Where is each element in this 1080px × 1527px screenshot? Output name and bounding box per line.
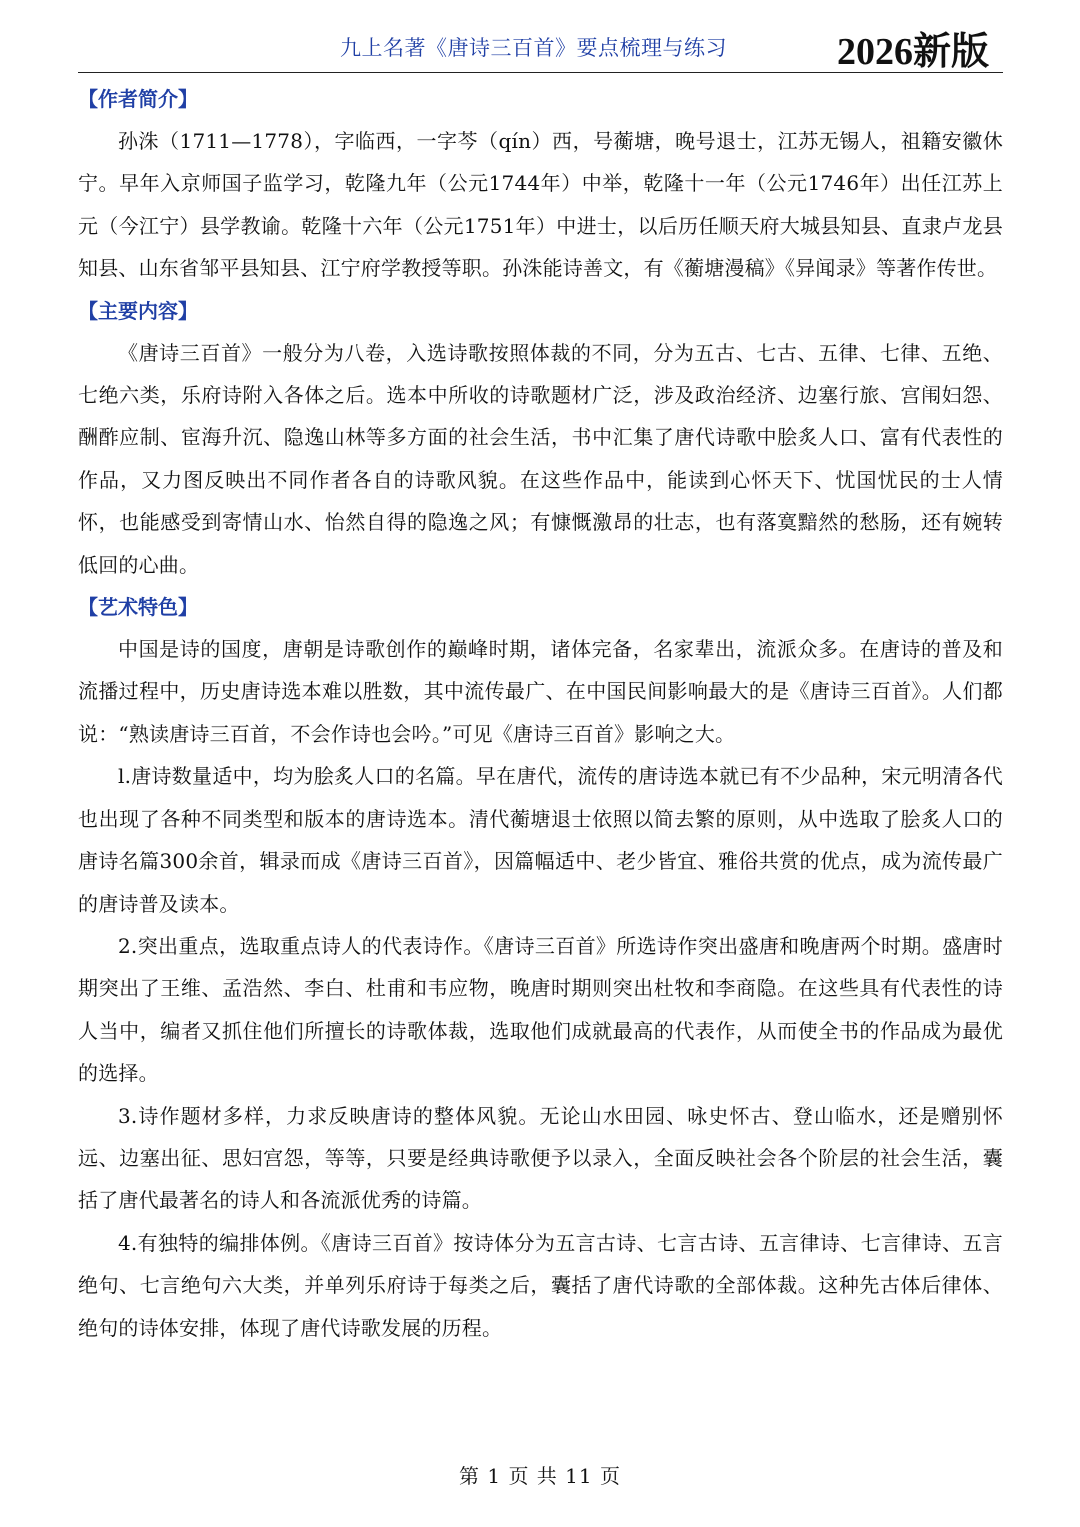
page-number: 第 1 页 共 11 页 [459, 1464, 621, 1488]
section-heading: 【主要内容】 [78, 298, 198, 323]
paragraph: 《唐诗三百首》一般分为八卷，入选诗歌按照体裁的不同，分为五古、七古、五律、七律、五绝、七绝六类，乐府诗附入各体之后。选本中所收的诗歌题材广泛，涉及政治经济、边塞行旅、宫闱妇怨、酬酢应制、宦海升沉、隐逸山林等多方面的社会生活，书中汇集了唐代诗歌中脍炙人口、富有代表性的作品，又力图反映出不同作者各自的诗歌风貌。在这些作品中，能读到心怀天下、忧国忧民的士人情怀，也能感受到寄情山水、怡然自得的隐逸之风；有慷慨激昂的壮志，也有落寞黯然的愁肠，还有婉转低回的心曲。 [78, 340, 1003, 577]
page-header [78, 18, 1003, 73]
section-heading: 【作者简介】 [78, 87, 198, 111]
paragraph: 3.诗作题材多样，力求反映唐诗的整体风貌。无论山水田园、咏史怀古、登山临水，还是赠别怀远、边塞出征、思妇宫怨，等等，只要是经典诗歌便予以录入，全面反映社会各个阶层的社会生活，囊括了唐代最著名的诗人和各流派优秀的诗篇。 [78, 1103, 1003, 1213]
paragraph: 孙洙（1711—1778），字临西，一字芩（qín）西，号蘅塘，晚号退士，江苏无锡人，祖籍安徽休宁。早年入京师国子监学习，乾隆九年（公元1744年）中举，乾隆十一年（公元1746年）出任江苏上元（今江宁）县学教谕。乾隆十六年（公元1751年）中进士，以后历任顺天府大城县知县、直隶卢龙县知县、山东省邹平县知县、江宁府学教授等职。孙洙能诗善文，有《蘅塘漫稿》《异闻录》等著作传世。 [78, 129, 1003, 281]
paragraph: 4.有独特的编排体例。《唐诗三百首》按诗体分为五言古诗、七言古诗、五言律诗、七言律诗、五言绝句、七言绝句六大类，并单列乐府诗于每类之后，囊括了唐代诗歌的全部体裁。这种先古体后律体、绝句的诗体安排，体现了唐代诗歌发展的历程。 [78, 1230, 1003, 1340]
paragraph: l.唐诗数量适中，均为脍炙人口的名篇。早在唐代，流传的唐诗选本就已有不少品种，宋元明清各代也出现了各种不同类型和版本的唐诗选本。清代蘅塘退士依照以简去繁的原则，从中选取了脍炙人口的唐诗名篇300余首，辑录而成《唐诗三百首》，因篇幅适中、老少皆宜、雅俗共赏的优点，成为流传最广的唐诗普及读本。 [78, 764, 1003, 916]
section-heading: 【艺术特色】 [78, 595, 198, 620]
paragraph: 中国是诗的国度，唐朝是诗歌创作的巅峰时期，诸体完备，名家辈出，流派众多。在唐诗的普及和流播过程中，历史唐诗选本难以胜数，其中流传最广、在中国民间影响最大的是《唐诗三百首》。人们都说：“熟读唐诗三百首，不会作诗也会吟。”可见《唐诗三百首》影响之大。 [78, 637, 1003, 746]
header-title: 九上名著《唐诗三百首》要点梳理与练习 [340, 36, 727, 60]
document-body [78, 78, 1003, 1349]
paragraph: 2.突出重点，选取重点诗人的代表诗作。《唐诗三百首》所选诗作突出盛唐和晚唐两个时期。盛唐时期突出了王维、孟浩然、李白、杜甫和韦应物，晚唐时期则突出杜牧和李商隐。在这些具有代表性的诗人当中，编者又抓住他们所擅长的诗歌体裁，选取他们成就最高的代表作，从而使全书的作品成为最优的选择。 [78, 933, 1003, 1086]
edition-badge: 2026新版 [836, 31, 989, 73]
section-features [78, 586, 1003, 1349]
section-author [78, 78, 1003, 290]
section-content [78, 290, 1003, 586]
